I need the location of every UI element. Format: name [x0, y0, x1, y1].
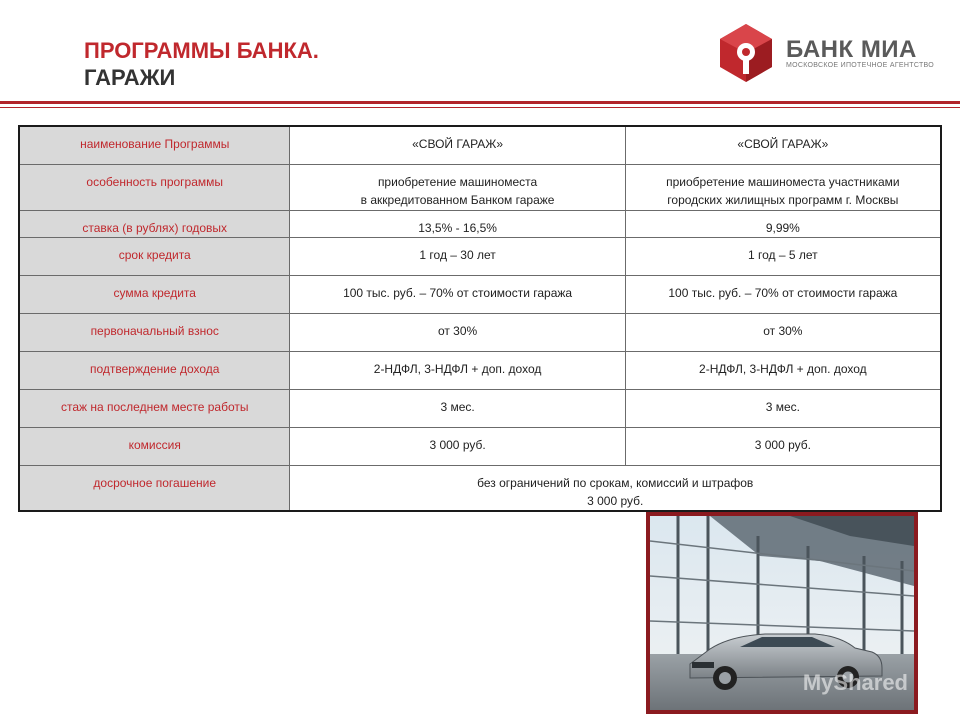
row-label: подтверждение дохода	[19, 351, 290, 389]
row-label: стаж на последнем месте работы	[19, 389, 290, 427]
cell-program-2	[625, 427, 941, 465]
table-row	[19, 351, 941, 389]
cell-text-line: 2-НДФЛ, 3-НДФЛ + доп. доход	[373, 361, 542, 376]
cell-text-line: «СВОЙ ГАРАЖ»	[737, 137, 829, 151]
cell-text-line: 3 000 руб.	[429, 437, 486, 452]
cell-program-2	[625, 210, 941, 237]
cell-text-line: «СВОЙ ГАРАЖ»	[412, 137, 504, 151]
title-line-1: ПРОГРАММЫ БАНКА.	[84, 38, 319, 63]
cell-text-line: 3 мес.	[765, 399, 800, 414]
cell-text-line: приобретение машиноместа участниками	[666, 174, 900, 189]
header-divider-thin	[0, 107, 960, 108]
bank-logo	[716, 22, 946, 84]
bank-logo-icon	[716, 22, 776, 82]
cell-program-2	[625, 275, 941, 313]
title-line-2: ГАРАЖИ	[84, 65, 176, 90]
cell-program-1	[290, 389, 625, 427]
cell-text-line: 1 год – 5 лет	[748, 247, 818, 262]
row-label: срок кредита	[19, 237, 290, 275]
cell-text-line: от 30%	[763, 323, 803, 338]
row-label: наименование Программы	[19, 126, 290, 164]
page-title	[84, 38, 319, 92]
table-row	[19, 275, 941, 313]
header-divider	[0, 101, 960, 104]
logo-name: БАНК МИА	[786, 36, 917, 63]
cell-text-line: в аккредитованном Банком гараже	[360, 192, 555, 207]
cell-text-line: 3 000 руб.	[754, 437, 811, 452]
row-label: сумма кредита	[19, 275, 290, 313]
watermark-text: MyShared	[802, 670, 908, 695]
row-label: ставка (в рублях) годовых	[19, 210, 290, 237]
cell-text-line: 100 тыс. руб. – 70% от стоимости гаража	[668, 285, 898, 300]
car-photo	[650, 516, 914, 710]
cell-program-2	[625, 351, 941, 389]
cell-program-2	[625, 126, 941, 164]
cell-program-1	[290, 126, 625, 164]
cell-program-1	[290, 313, 625, 351]
cell-program-2	[625, 313, 941, 351]
cell-text-line: 100 тыс. руб. – 70% от стоимости гаража	[343, 285, 573, 300]
logo-subtitle: МОСКОВСКОЕ ИПОТЕЧНОЕ АГЕНТСТВО	[786, 62, 934, 69]
table-row	[19, 465, 941, 511]
table-row	[19, 427, 941, 465]
row-label: комиссия	[19, 427, 290, 465]
cell-program-1	[290, 275, 625, 313]
cell-text-line: городских жилищных программ г. Москвы	[667, 192, 899, 207]
programs-table	[18, 125, 942, 512]
car-photo-frame	[646, 512, 918, 714]
cell-text-line: без ограничений по срокам, комиссий и штрафов	[477, 475, 754, 490]
table-row	[19, 389, 941, 427]
cell-text-line: от 30%	[437, 323, 478, 338]
cell-text-line: 9,99%	[765, 220, 800, 235]
row-label: особенность программы	[19, 164, 290, 210]
cell-program-1	[290, 427, 625, 465]
cell-text-line: 1 год – 30 лет	[419, 247, 496, 262]
cell-program-2	[625, 237, 941, 275]
table-row	[19, 126, 941, 164]
table-row	[19, 313, 941, 351]
cell-program-1	[290, 210, 625, 237]
table-row	[19, 164, 941, 210]
cell-text-line: 13,5% - 16,5%	[418, 220, 497, 235]
table-row	[19, 210, 941, 237]
cell-text-line: 3 мес.	[440, 399, 475, 414]
cell-text-line: приобретение машиноместа	[377, 174, 538, 189]
cell-text-line: 3 000 руб.	[587, 493, 644, 508]
cell-program-1	[290, 164, 625, 210]
cell-program-2	[625, 389, 941, 427]
cell-text-line: 2-НДФЛ, 3-НДФЛ + доп. доход	[699, 361, 867, 376]
row-label: досрочное погашение	[19, 465, 290, 511]
row-label: первоначальный взнос	[19, 313, 290, 351]
cell-program-1	[290, 237, 625, 275]
table-row	[19, 237, 941, 275]
cell-merged	[290, 465, 941, 511]
cell-program-2	[625, 164, 941, 210]
cell-program-1	[290, 351, 625, 389]
